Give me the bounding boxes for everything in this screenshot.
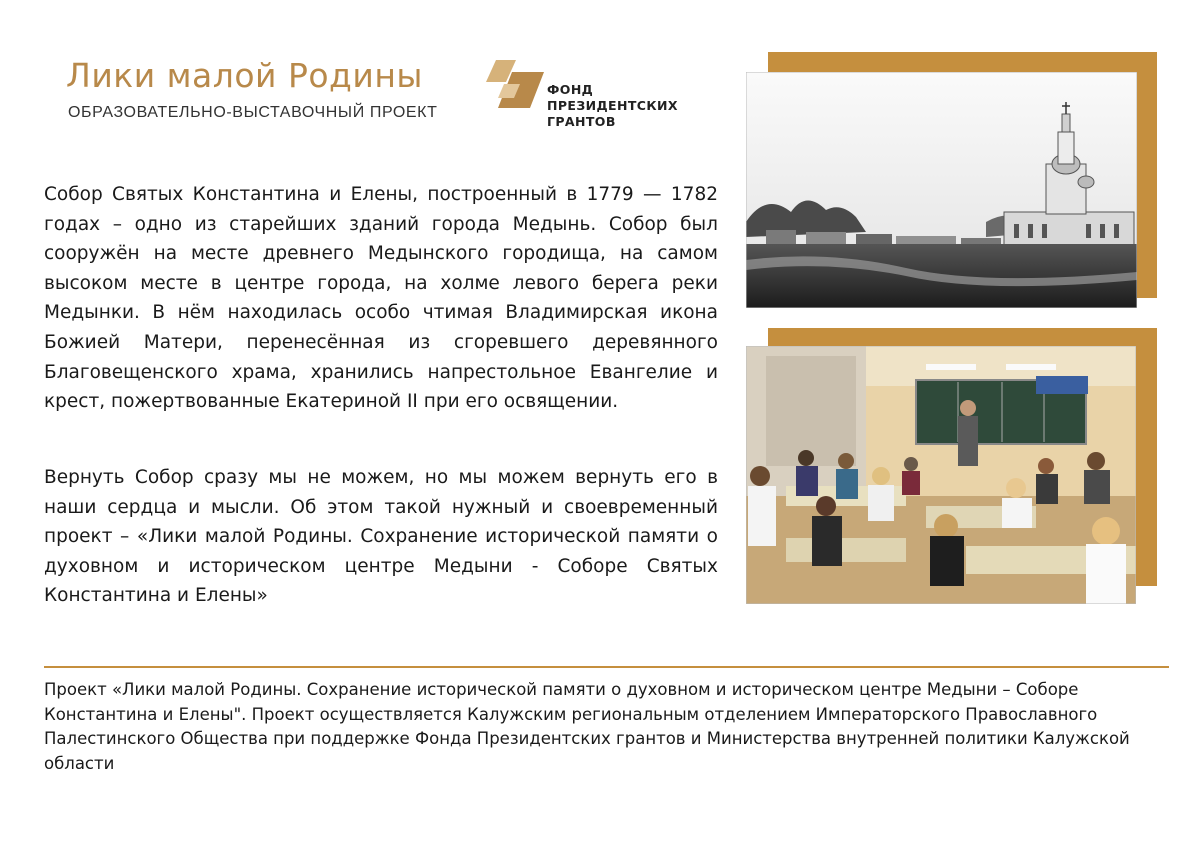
- body-paragraph-1: Собор Святых Константина и Елены, построенный в 1779 — 1782 годах – одно из старейших зданий города Медынь. Собор был сооружён на месте древнего Медынского городища, на самом высоком месте в центре города, на холме левого берега реки Медынки. В нём находилась особо чтимая Владимирская икона Божией Матери, перенесённая из сгоревшего деревянного Благовещенского храма, хранились напрестольное Евангелие и крест, пожертвованные Екатериной II при его освящении.: [44, 184, 718, 413]
- page-subtitle: ОБРАЗОВАТЕЛЬНО-ВЫСТАВОЧНЫЙ ПРОЕКТ: [68, 104, 438, 121]
- cathedral-historic-photo: [746, 72, 1137, 308]
- fund-logo-text: [547, 82, 678, 130]
- fund-logo-icon: [486, 58, 546, 110]
- fund-line-1: ФОНД: [547, 82, 594, 97]
- classroom-photo: [746, 346, 1136, 604]
- page-title: Лики малой Родины: [66, 56, 423, 95]
- footer-text: Проект «Лики малой Родины. Сохранение исторической памяти о духовном и историческом центре Медыни – Соборе Константина и Елены". Проект осуществляется Калужским региональным отделением Императорского Православного Палестинского Общества при поддержке Фонда Президентских грантов и Министерства внутренней политики Калужской области: [44, 680, 1130, 773]
- fund-line-3: ГРАНТОВ: [547, 114, 616, 129]
- fund-line-2: ПРЕЗИДЕНТСКИХ: [547, 98, 678, 113]
- body-paragraph-2: Вернуть Собор сразу мы не можем, но мы можем вернуть его в наши сердца и мысли. Об этом такой нужный и своевременный проект – «Лики малой Родины. Сохранение исторической памяти о духовном и историческом центре Медыни - Соборе Святых Константина и Елены»: [44, 467, 718, 607]
- footer-divider: [44, 666, 1169, 668]
